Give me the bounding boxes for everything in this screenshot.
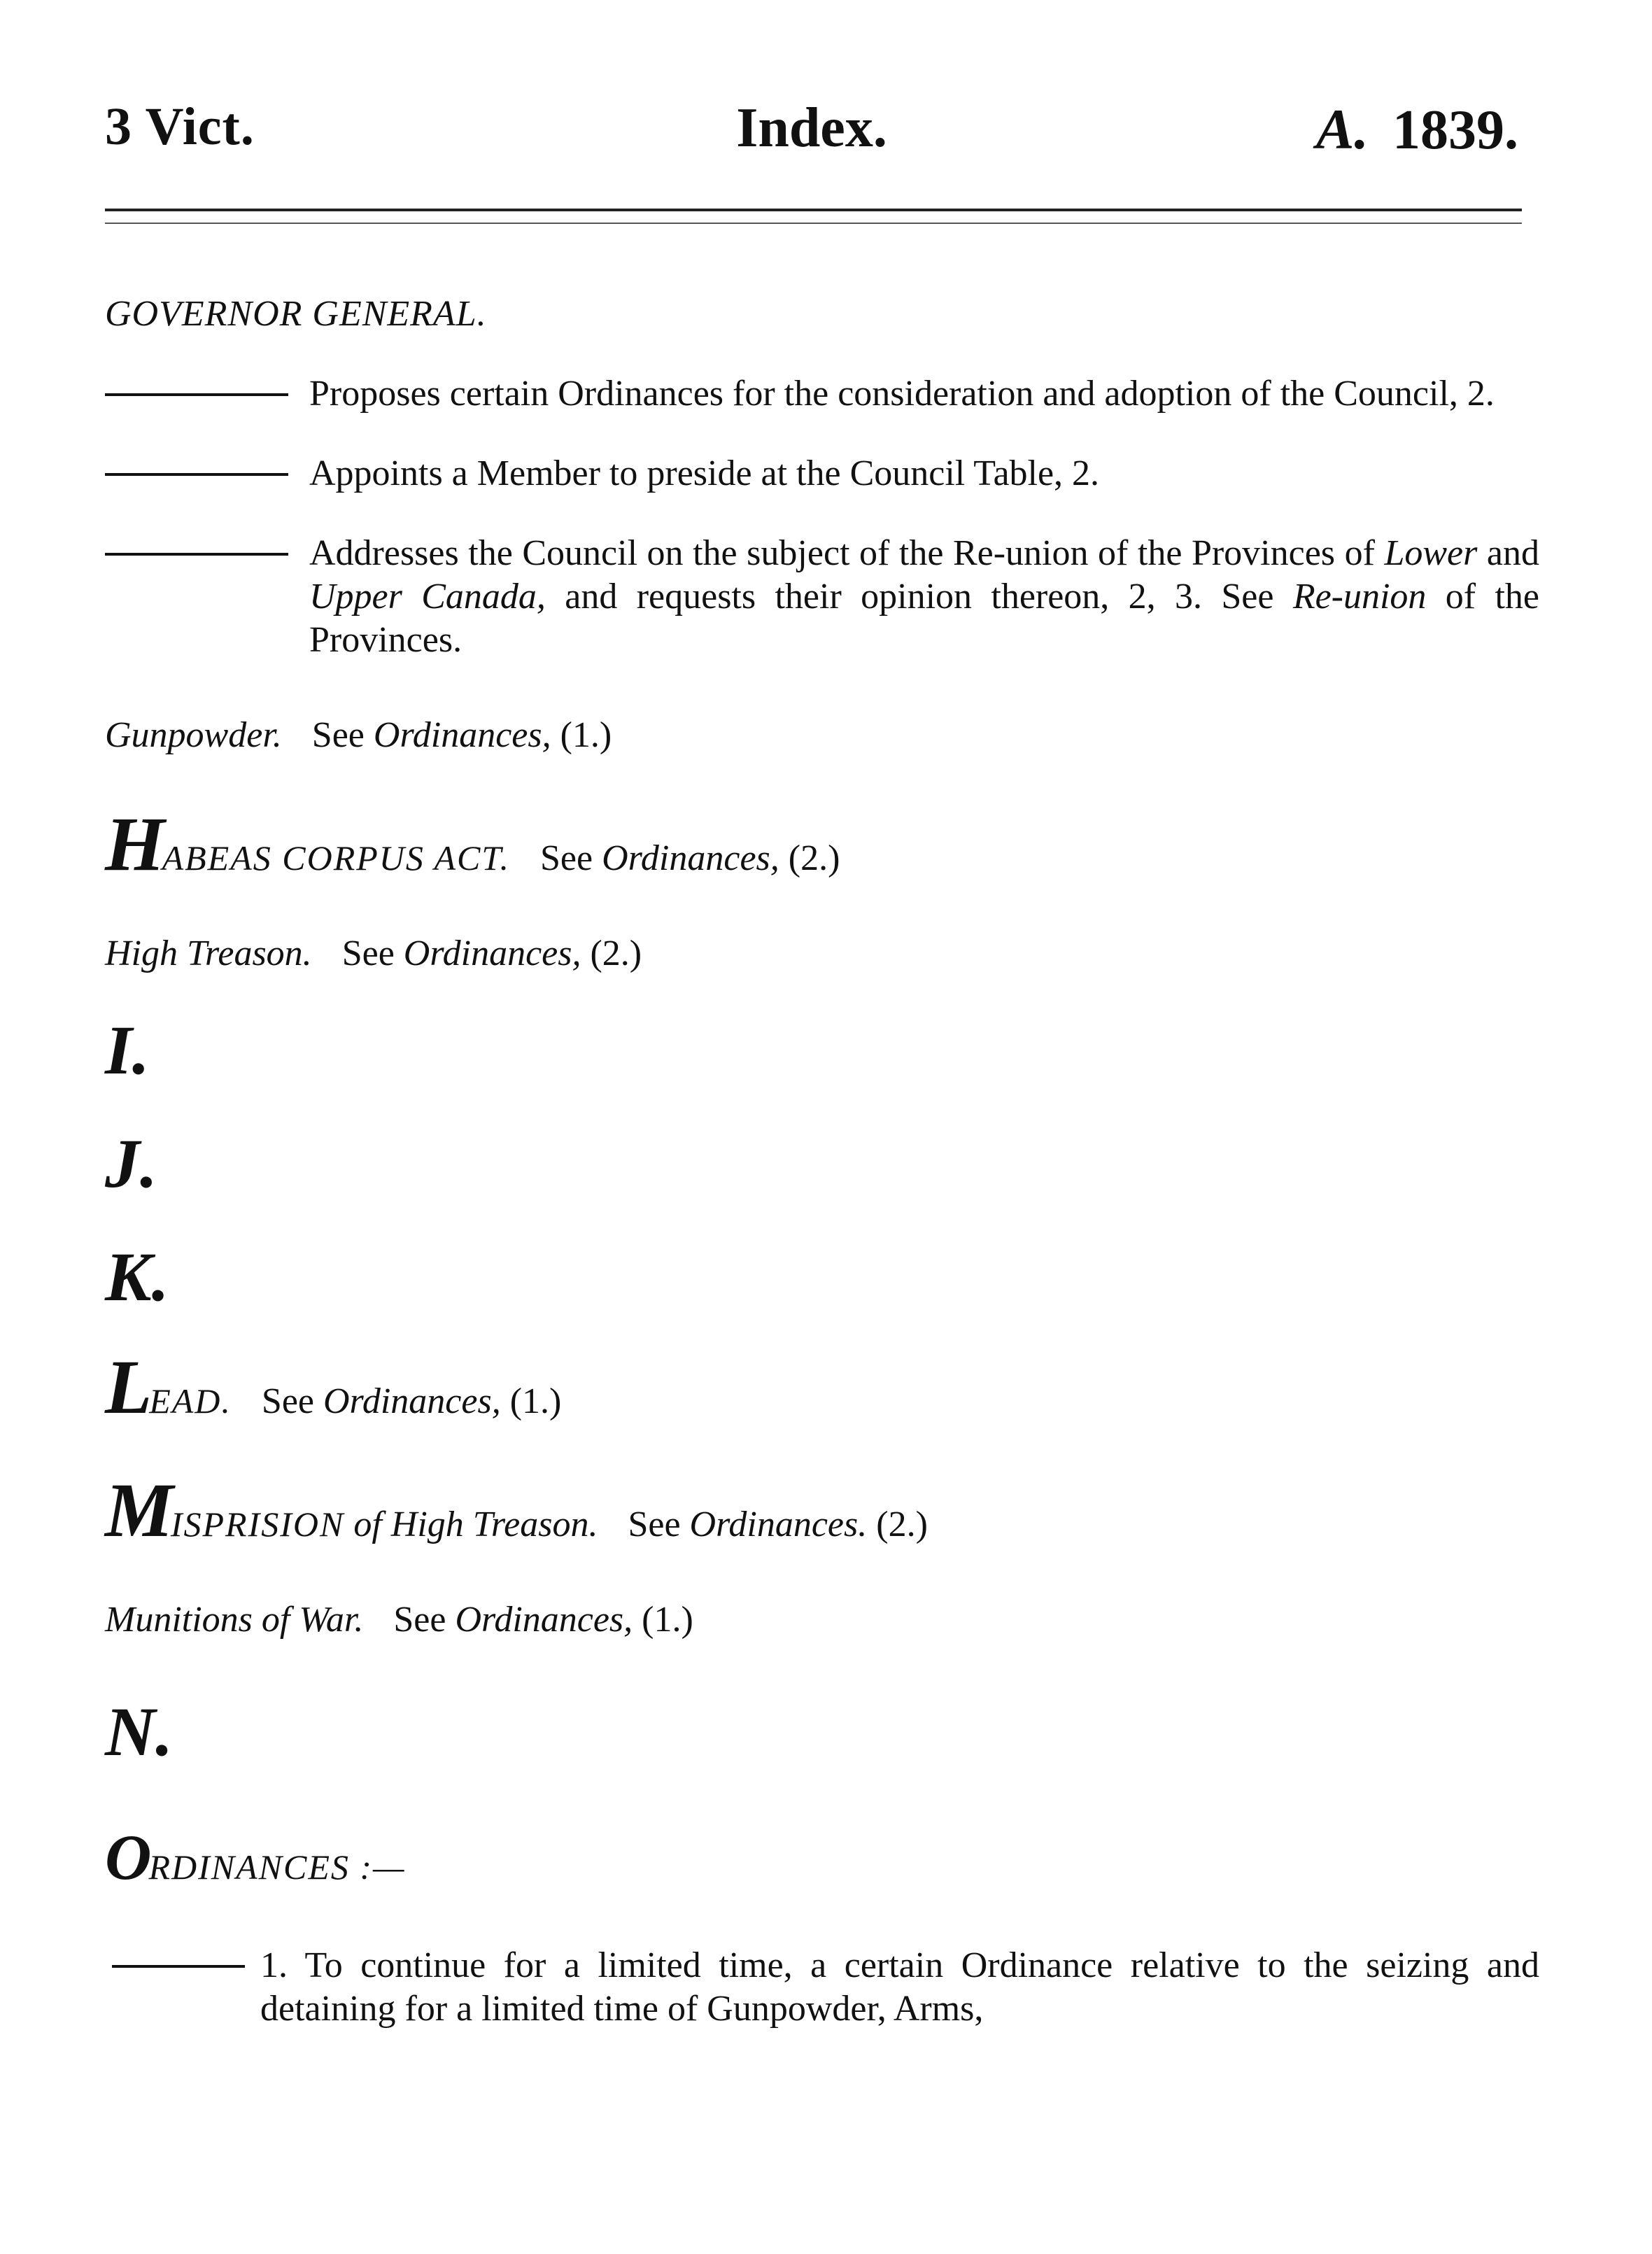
index-entries — [105, 293, 1539, 2031]
ordinance-1-text: 1. To continue for a limited time, a certain Ordinance relative to the seizing and detaining for a limited time of Gunpowder, Arms, — [260, 1945, 1539, 2029]
series-and-year — [1316, 97, 1518, 162]
see-label: See — [341, 934, 395, 973]
entry-governor-general-heading: GOVERNOR GENERAL. — [105, 294, 487, 334]
see-num: (2.) — [788, 838, 840, 878]
letter-heading-k: K. — [105, 1238, 169, 1316]
year: 1839. — [1392, 99, 1518, 161]
topic-high-treason: High Treason. — [390, 1505, 598, 1544]
letter-heading-j: J. — [105, 1125, 157, 1202]
entry-lead — [105, 1344, 1539, 1430]
letter-initial-o: O — [105, 1822, 149, 1893]
see-label: See — [311, 715, 365, 755]
sub-3-text-a: Addresses the Council on the subject of the Re-union of the Provinces of — [309, 533, 1375, 573]
topic-munitions: Munitions of War. — [105, 1600, 364, 1640]
see-ref: Ordinances, — [602, 838, 779, 878]
letter-initial-l: L — [105, 1344, 150, 1430]
sub-1-text: Proposes certain Ordinances for the consideration and adoption of the Council, 2. — [309, 374, 1495, 414]
entry-governor-sub-3 — [105, 532, 1539, 662]
topic-ordinances: RDINANCES :— — [148, 1847, 406, 1887]
entry-munitions-of-war — [105, 1598, 1539, 1642]
letter-heading-n: N. — [105, 1693, 174, 1770]
series-letter: A. — [1315, 97, 1369, 161]
entry-ordinances-heading — [105, 1822, 1539, 1892]
sub-3-text-b: and requests their opinion thereon, 2, 3. See — [565, 577, 1274, 617]
see-num: (2.) — [876, 1505, 928, 1544]
regnal-year: 3 Vict. — [105, 97, 255, 156]
topic-of: of — [353, 1505, 382, 1544]
see-ref: Ordinances, — [323, 1381, 501, 1421]
sub-2-text: Appoints a Member to preside at the Council Table, 2. — [309, 453, 1100, 493]
topic-misprision: ISPRISION — [170, 1505, 345, 1544]
sub-3-reunion: Re-union — [1292, 577, 1427, 617]
entry-misprision — [105, 1467, 1539, 1553]
letter-heading-i: I. — [105, 1011, 150, 1089]
topic-habeas: ABEAS CORPUS ACT. — [162, 838, 510, 878]
dash-rule — [105, 473, 288, 476]
running-header — [105, 97, 1518, 174]
sub-3-lower: Lower — [1384, 533, 1478, 573]
see-label: See — [628, 1505, 681, 1544]
see-num: (1.) — [642, 1600, 693, 1640]
entry-governor-sub-1 — [105, 372, 1539, 416]
entry-habeas-corpus — [105, 801, 1539, 887]
dash-rule — [105, 393, 288, 396]
see-ref: Ordinances, — [403, 934, 581, 973]
entry-gunpowder — [105, 714, 1539, 757]
header-rule — [105, 209, 1522, 224]
see-num: (1.) — [560, 715, 612, 755]
page-title: Index. — [736, 97, 887, 159]
entry-governor-sub-2 — [105, 452, 1539, 495]
letter-initial-m: M — [105, 1467, 171, 1553]
see-ref: Ordinances, — [373, 715, 551, 755]
dash-rule — [112, 1965, 245, 1968]
see-label: See — [539, 838, 593, 878]
sub-3-text-c: of the Provinces. — [309, 577, 1539, 660]
see-num: (2.) — [590, 934, 642, 973]
topic-gunpowder: Gunpowder. — [105, 715, 282, 755]
topic-high-treason: High Treason. — [105, 934, 312, 973]
see-ref: Ordinances. — [689, 1505, 868, 1544]
see-ref: Ordinances, — [455, 1600, 633, 1640]
entry-ordinances-sub-1 — [105, 1944, 1539, 2031]
see-num: (1.) — [509, 1381, 562, 1421]
sub-3-and: and — [1486, 533, 1539, 573]
topic-lead: EAD. — [149, 1381, 232, 1421]
see-label: See — [393, 1600, 446, 1640]
letter-initial-h: H — [105, 801, 162, 887]
see-label: See — [261, 1381, 314, 1421]
entry-high-treason — [105, 932, 1539, 975]
dash-rule — [105, 553, 288, 556]
sub-3-upper: Upper Canada, — [309, 577, 546, 617]
